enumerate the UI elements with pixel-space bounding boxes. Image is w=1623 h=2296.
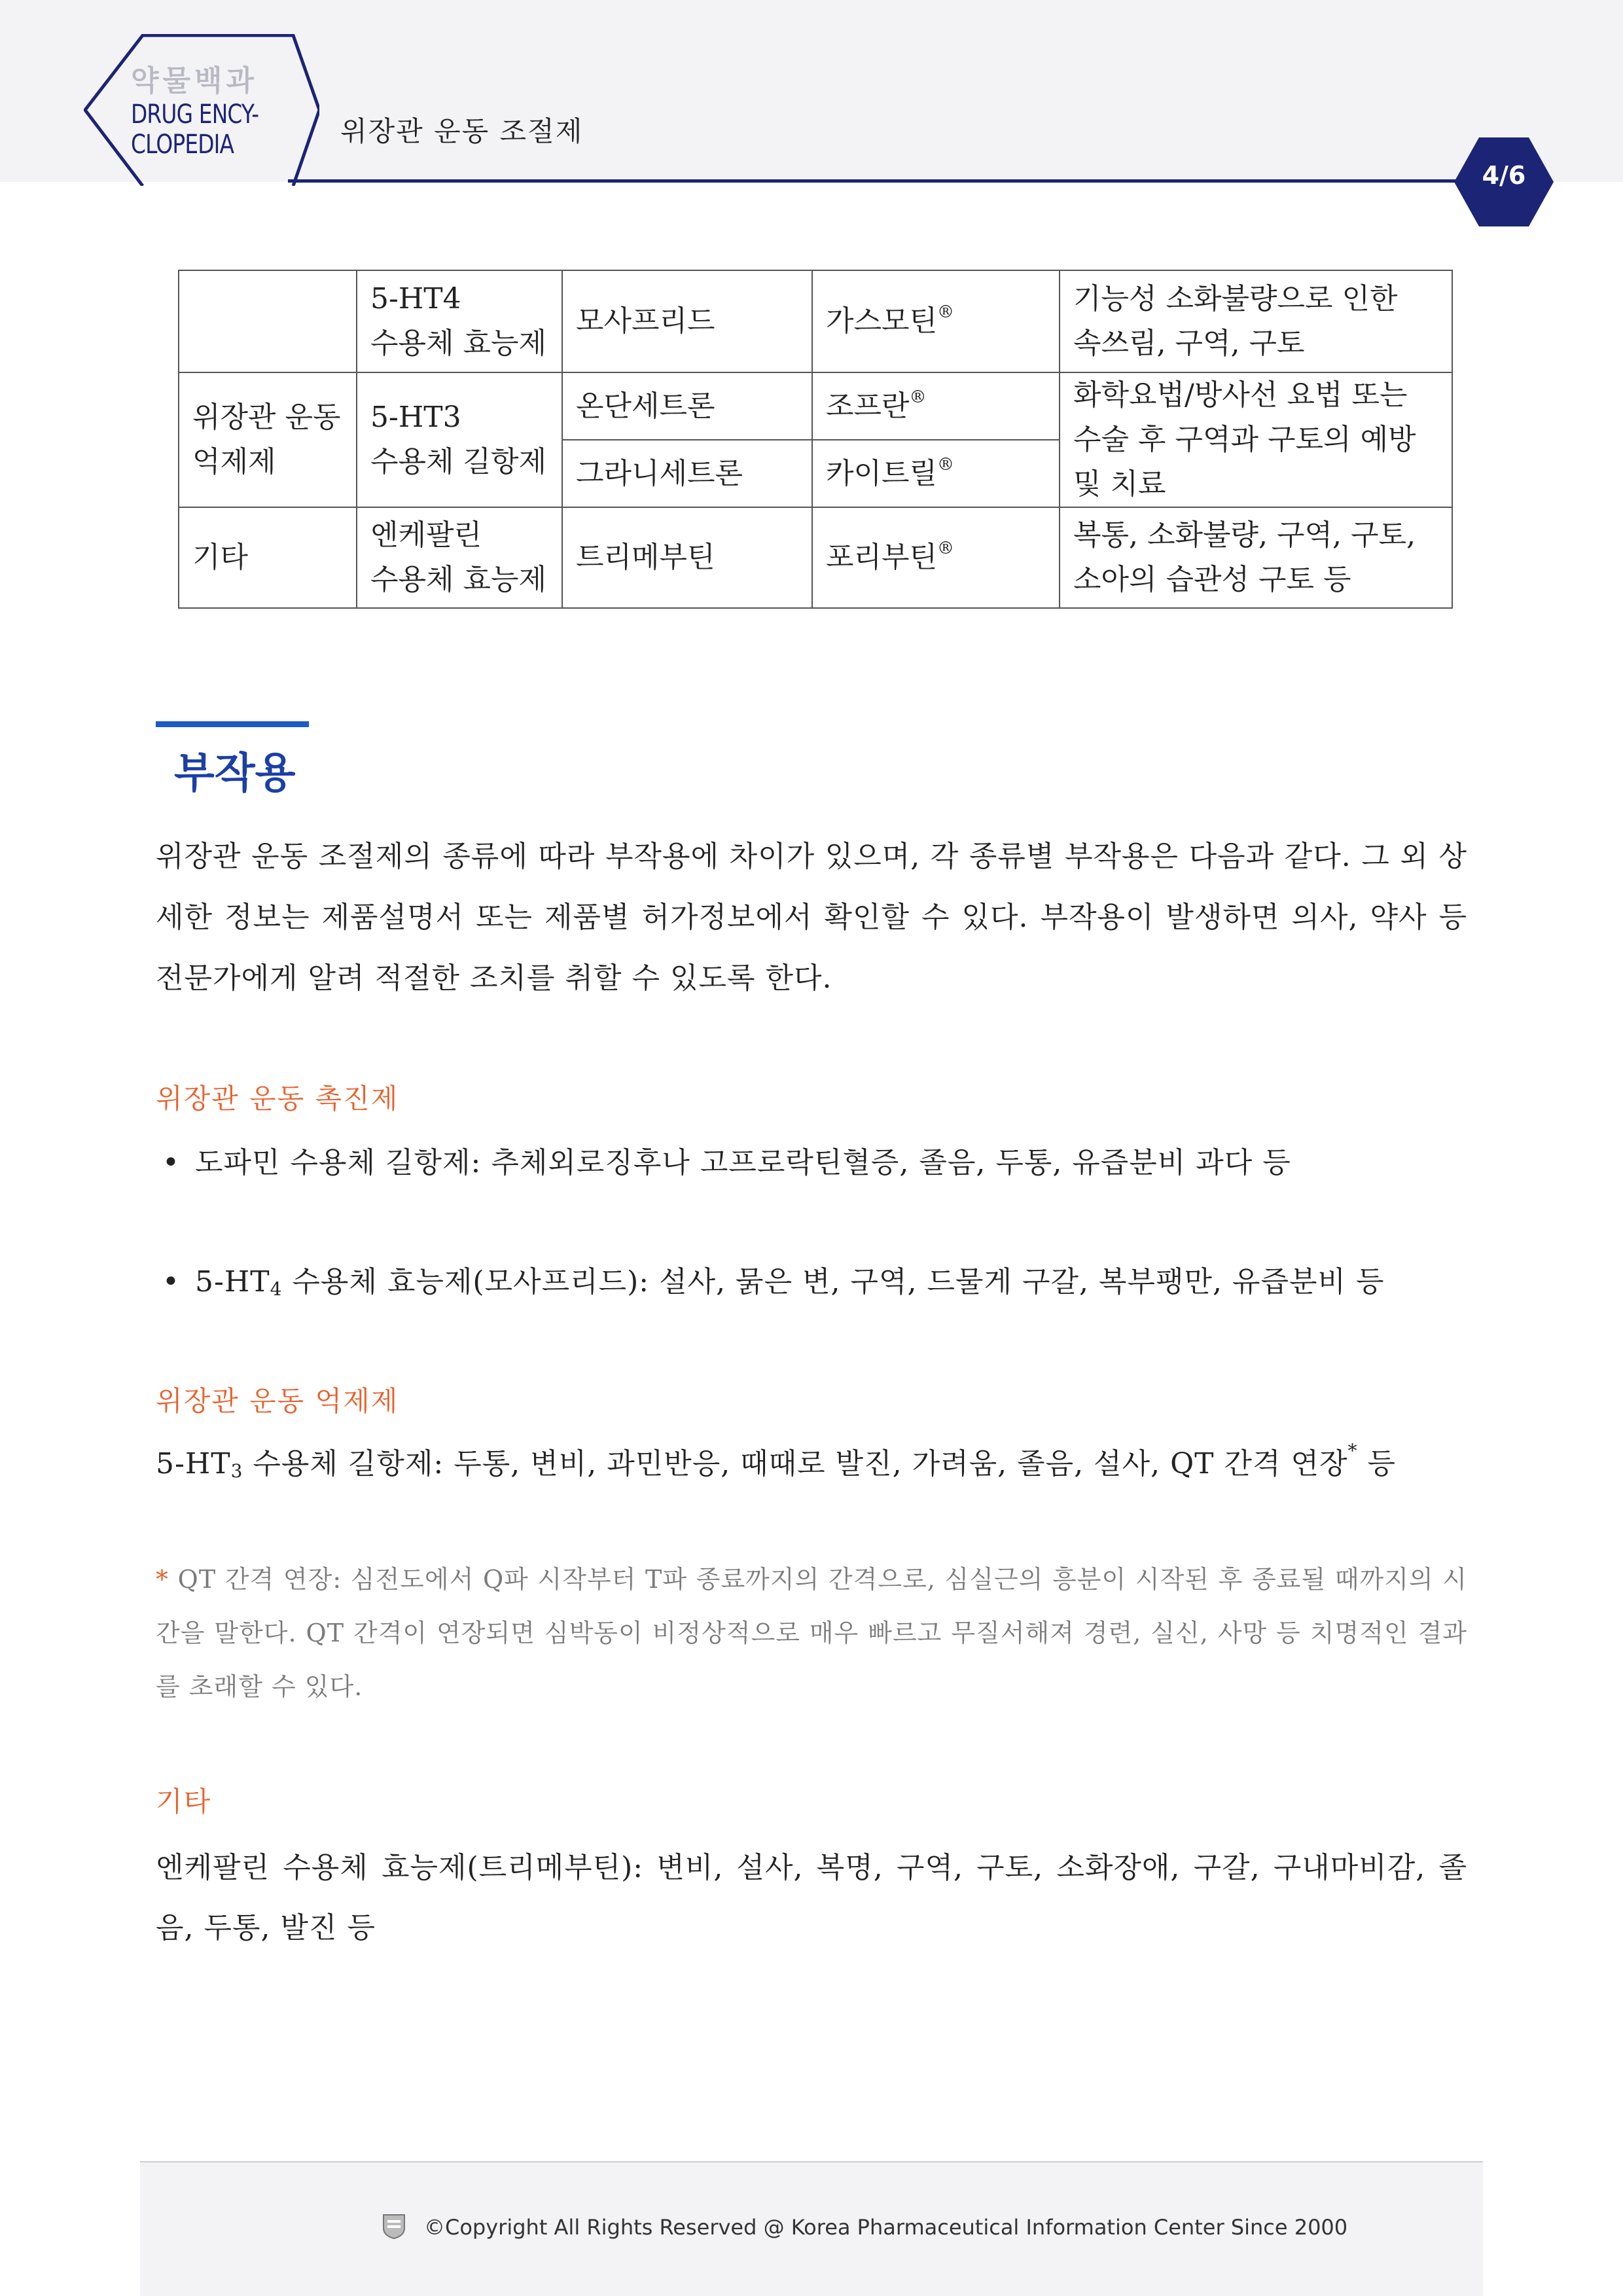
- bullet-mark: •: [162, 1146, 180, 1179]
- effects-text: 등: [1357, 1447, 1397, 1480]
- indication-line: 소아의 습관성 구토 등: [1073, 563, 1351, 596]
- table-cell-product: [812, 372, 1060, 440]
- list-item: [162, 1258, 1384, 1300]
- table-row: [179, 372, 1452, 440]
- receptor-action: 수용체 효능제: [370, 327, 547, 360]
- drug-table: [178, 270, 1453, 609]
- table-cell-ingredient: [562, 270, 812, 372]
- indication-line: 기능성 소화불량으로 인한: [1073, 282, 1398, 315]
- product-name: 카이트릴: [826, 456, 938, 490]
- intro-paragraph: 위장관 운동 조절제의 종류에 따라 부작용에 차이가 있으며, 각 종류별 부작용은 다음과 같다. 그 외 상세한 정보는 제품설명서 또는 제품별 허가정보에서 확인할 수 있다. 부작용이 발생하면 의사, 약사 등 전문가에게 알려 적절한 조치를 취할 수 있도록 한다.: [156, 840, 1467, 995]
- subheading-inhibitor: 위장관 운동 억제제: [156, 1385, 399, 1417]
- product-name: 포리부틴: [826, 541, 938, 574]
- logo: [131, 63, 301, 160]
- section-title: 부작용: [174, 749, 296, 798]
- receptor-action: 수용체 길항제: [370, 445, 547, 478]
- indication-line: 수술 후 구역과 구토의 예방: [1073, 423, 1416, 456]
- registered-mark: ®: [937, 539, 955, 558]
- section-accent-bar: [156, 721, 309, 727]
- logo-english-line1: DRUG ENCY-: [131, 99, 259, 130]
- ingredient-name: 모사프리드: [576, 304, 715, 338]
- table-cell-indication: [1060, 372, 1452, 507]
- table-cell-category: [179, 372, 357, 507]
- indication-line: 복통, 소화불량, 구역, 구토,: [1073, 518, 1416, 552]
- inhibitor-effects: [156, 1440, 1467, 1482]
- list-item-text: 5-HT: [195, 1265, 270, 1299]
- receptor-type: 5-HT4: [370, 282, 461, 315]
- table-cell: [357, 372, 562, 507]
- registered-mark: ®: [909, 387, 927, 407]
- list-item-text: 도파민 수용체 길항제: 추체외로징후나 고프로락틴혈증, 졸음, 두통, 유즙분비 과다 등: [195, 1146, 1291, 1179]
- shield-emblem-icon: [382, 2214, 406, 2240]
- footnote-marker: *: [1347, 1440, 1358, 1462]
- other-effects: 엔케팔린 수용체 효능제(트리메부틴): 변비, 설사, 복명, 구역, 구토, 소화장애, 구갈, 구내마비감, 졸음, 두통, 발진 등: [156, 1851, 1467, 1945]
- table-cell: [179, 270, 357, 372]
- table-cell-ingredient: [562, 440, 812, 507]
- table-cell-indication: [1060, 270, 1452, 372]
- table-cell-indication: [1060, 507, 1452, 608]
- list-item-text: 수용체 효능제(모사프리드): 설사, 묽은 변, 구역, 드물게 구갈, 복부팽만, 유즙분비 등: [282, 1265, 1385, 1299]
- table-cell-product: [812, 440, 1060, 507]
- effects-text: 수용체 길항제: 두통, 변비, 과민반응, 때때로 발진, 가려움, 졸음, 설사, QT 간격 연장: [243, 1447, 1348, 1480]
- table-cell-category: [179, 507, 357, 608]
- copyright-text: ©Copyright All Rights Reserved @ Korea Pharmaceutical Information Center Since 2000: [424, 2215, 1348, 2240]
- table-cell-product: [812, 507, 1060, 608]
- list-item: [162, 1139, 1291, 1181]
- footnote-text: QT 간격 연장: 심전도에서 Q파 시작부터 T파 종료까지의 간격으로, 심실근의 흥분이 시작된 후 종료될 때까지의 시간을 말한다. QT 간격이 연장되면 심박동이 비정상적으로 매우 빠르고 무질서해져 경련, 실신, 사망 등 치명적인 결과를 초래할 수 있다.: [156, 1565, 1468, 1701]
- logo-english-line2: CLOPEDIA: [131, 130, 234, 160]
- indication-line: 화학요법/방사선 요법 또는: [1073, 378, 1408, 412]
- footnote: [156, 1552, 1467, 1713]
- product-name: 가스모틴: [826, 304, 938, 338]
- receptor-type: 엔케팔린: [370, 518, 482, 552]
- table-cell-ingredient: [562, 372, 812, 440]
- table-cell: [357, 270, 562, 372]
- subscript: 3: [230, 1460, 243, 1482]
- receptor-action: 수용체 효능제: [370, 563, 547, 596]
- category-line: 기타: [192, 541, 249, 574]
- category-line: 위장관 운동: [192, 401, 341, 434]
- indication-line: 속쓰림, 구역, 구토: [1073, 327, 1305, 360]
- registered-mark: ®: [937, 454, 955, 475]
- product-name: 조프란: [826, 389, 910, 423]
- subscript: 4: [270, 1278, 283, 1300]
- ingredient-name: 그라니세트론: [576, 456, 743, 490]
- table-row: [179, 507, 1452, 608]
- footnote-star: *: [156, 1565, 169, 1594]
- ingredient-name: 트리메부틴: [576, 541, 715, 574]
- footer-divider: [140, 2161, 1483, 2162]
- subheading-promoter: 위장관 운동 촉진제: [156, 1083, 399, 1115]
- receptor-type: 5-HT3: [370, 401, 461, 434]
- bullet-mark: •: [162, 1265, 180, 1299]
- category-line: 억제제: [192, 445, 276, 478]
- table-cell-ingredient: [562, 507, 812, 608]
- logo-korean: 약물백과: [131, 64, 259, 98]
- ingredient-name: 온단세트론: [576, 389, 715, 423]
- page-number: 4/6: [1482, 161, 1526, 190]
- indication-line: 및 치료: [1073, 467, 1166, 501]
- subheading-other: 기타: [156, 1785, 212, 1818]
- header-divider: [288, 179, 1492, 183]
- table-cell: [357, 507, 562, 608]
- registered-mark: ®: [937, 302, 955, 322]
- table-cell-product: [812, 270, 1060, 372]
- table-row: [179, 270, 1452, 372]
- effects-text: 5-HT: [156, 1447, 231, 1480]
- document-title: 위장관 운동 조절제: [340, 115, 584, 147]
